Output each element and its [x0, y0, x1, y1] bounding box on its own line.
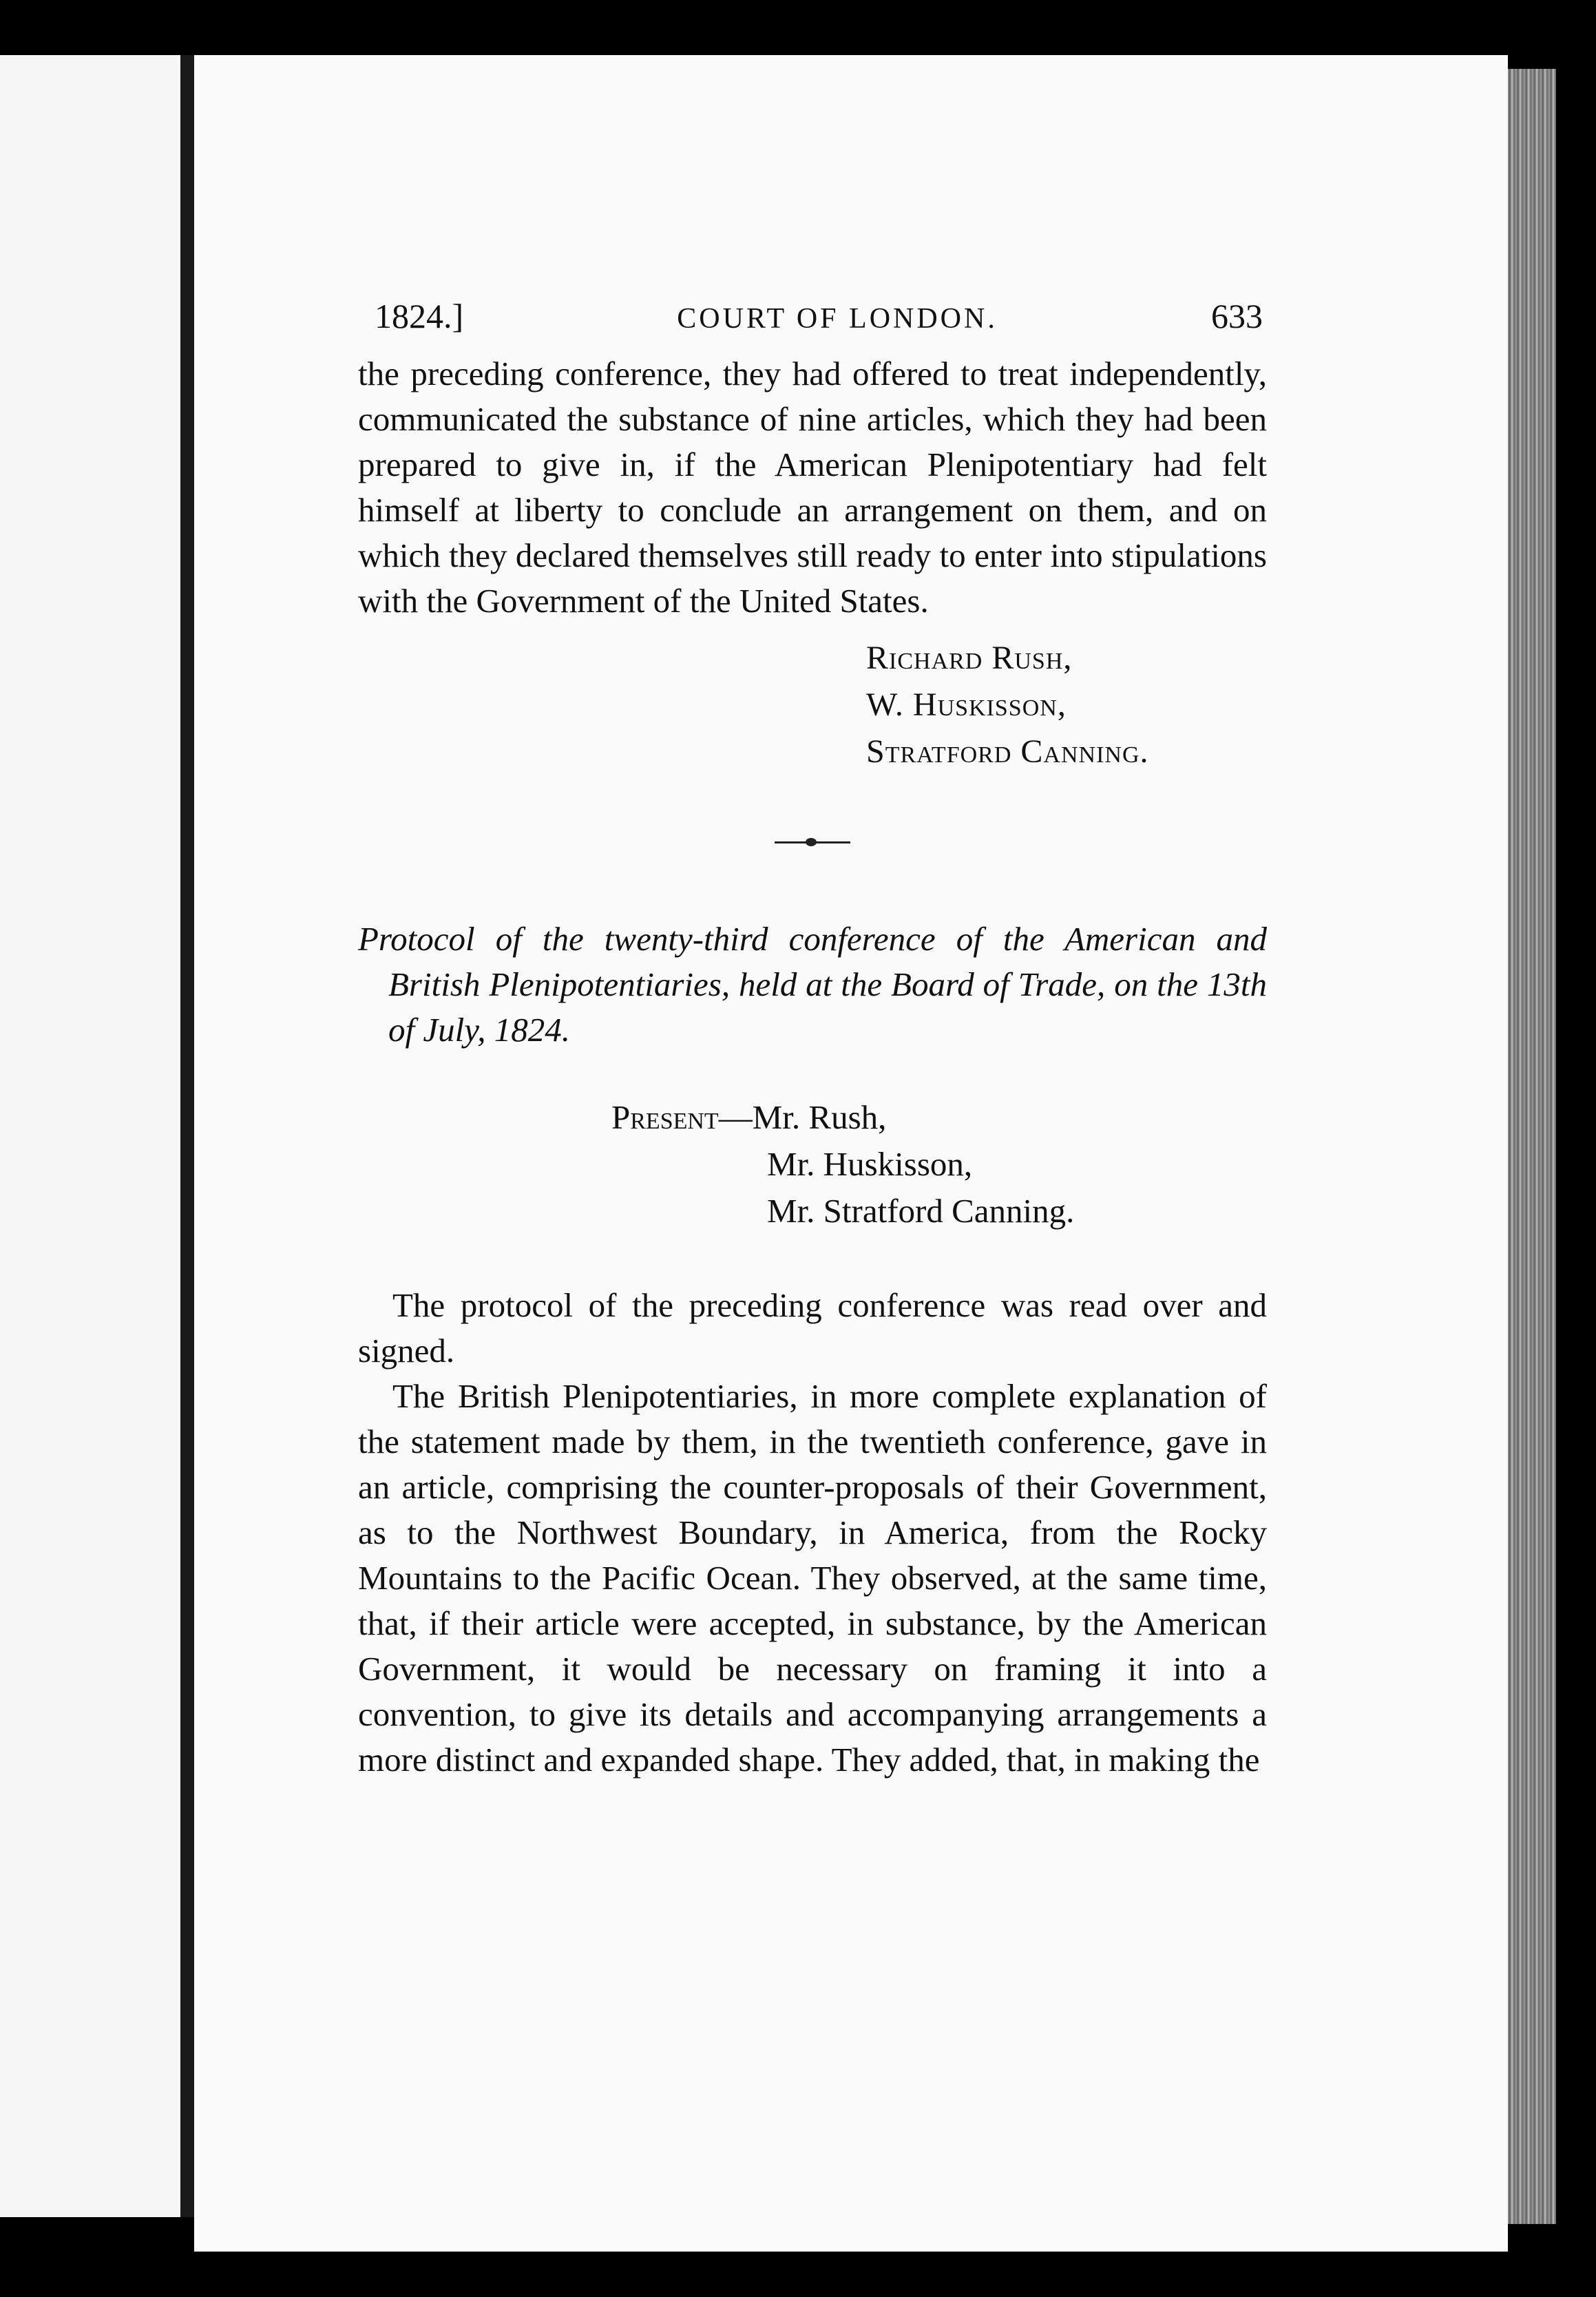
body-text	[358, 1283, 1267, 1783]
header-year: 1824.]	[375, 297, 464, 335]
present-member: Mr. Rush,	[752, 1098, 887, 1136]
signatory: W. Huskisson,	[866, 686, 1067, 723]
signatory: Richard Rush,	[866, 640, 1073, 676]
signature-block	[866, 635, 1267, 775]
page-text	[358, 296, 1267, 1783]
section-divider	[775, 841, 850, 843]
book-gutter	[180, 55, 194, 2217]
page-number: 633	[1210, 297, 1263, 335]
present-member: Mr. Stratford Canning.	[767, 1192, 1075, 1230]
page-edges	[1508, 69, 1556, 2224]
present-list	[611, 1094, 1267, 1235]
signatory: Stratford Canning.	[866, 733, 1149, 770]
present-member: Mr. Huskisson,	[767, 1145, 973, 1183]
running-head	[358, 296, 1267, 336]
protocol-title: Protocol of the twenty-third conference of the American and British Plenipotentiaries, held at the Board of Trade, on the 13th of July, 1824.	[358, 920, 1267, 1049]
body-paragraph: The British Plenipotentiaries, in more complete explanation of the statement made by them, in the twentieth conference, gave in an article, comprising the counter-proposals of their Government, as to the Northwest Boundary, in America, from the Rocky Mountains to the Pacific Ocean. They observed, at the same time, that, if their article were accepted, in substance, by the American Government, it would be necessary on framing it into a convention, to give its details and accompanying arrangements a more distinct and expanded shape. They added, that, in making the	[358, 1377, 1267, 1779]
present-label: Present—	[611, 1098, 753, 1136]
body-paragraph: The protocol of the preceding conference was read over and signed.	[358, 1286, 1267, 1370]
header-title: COURT OF LONDON.	[677, 303, 998, 335]
continuation-paragraph: the preceding conference, they had offered to treat independently, communicated the substance of nine articles, which they had been prepared to give in, if the American Plenipotentiary had felt himself at liberty to conclude an arrangement on them, and on which they declared themselves still ready to enter into stipulations with the Government of the United States.	[358, 355, 1267, 620]
left-page-margin	[0, 55, 180, 2217]
